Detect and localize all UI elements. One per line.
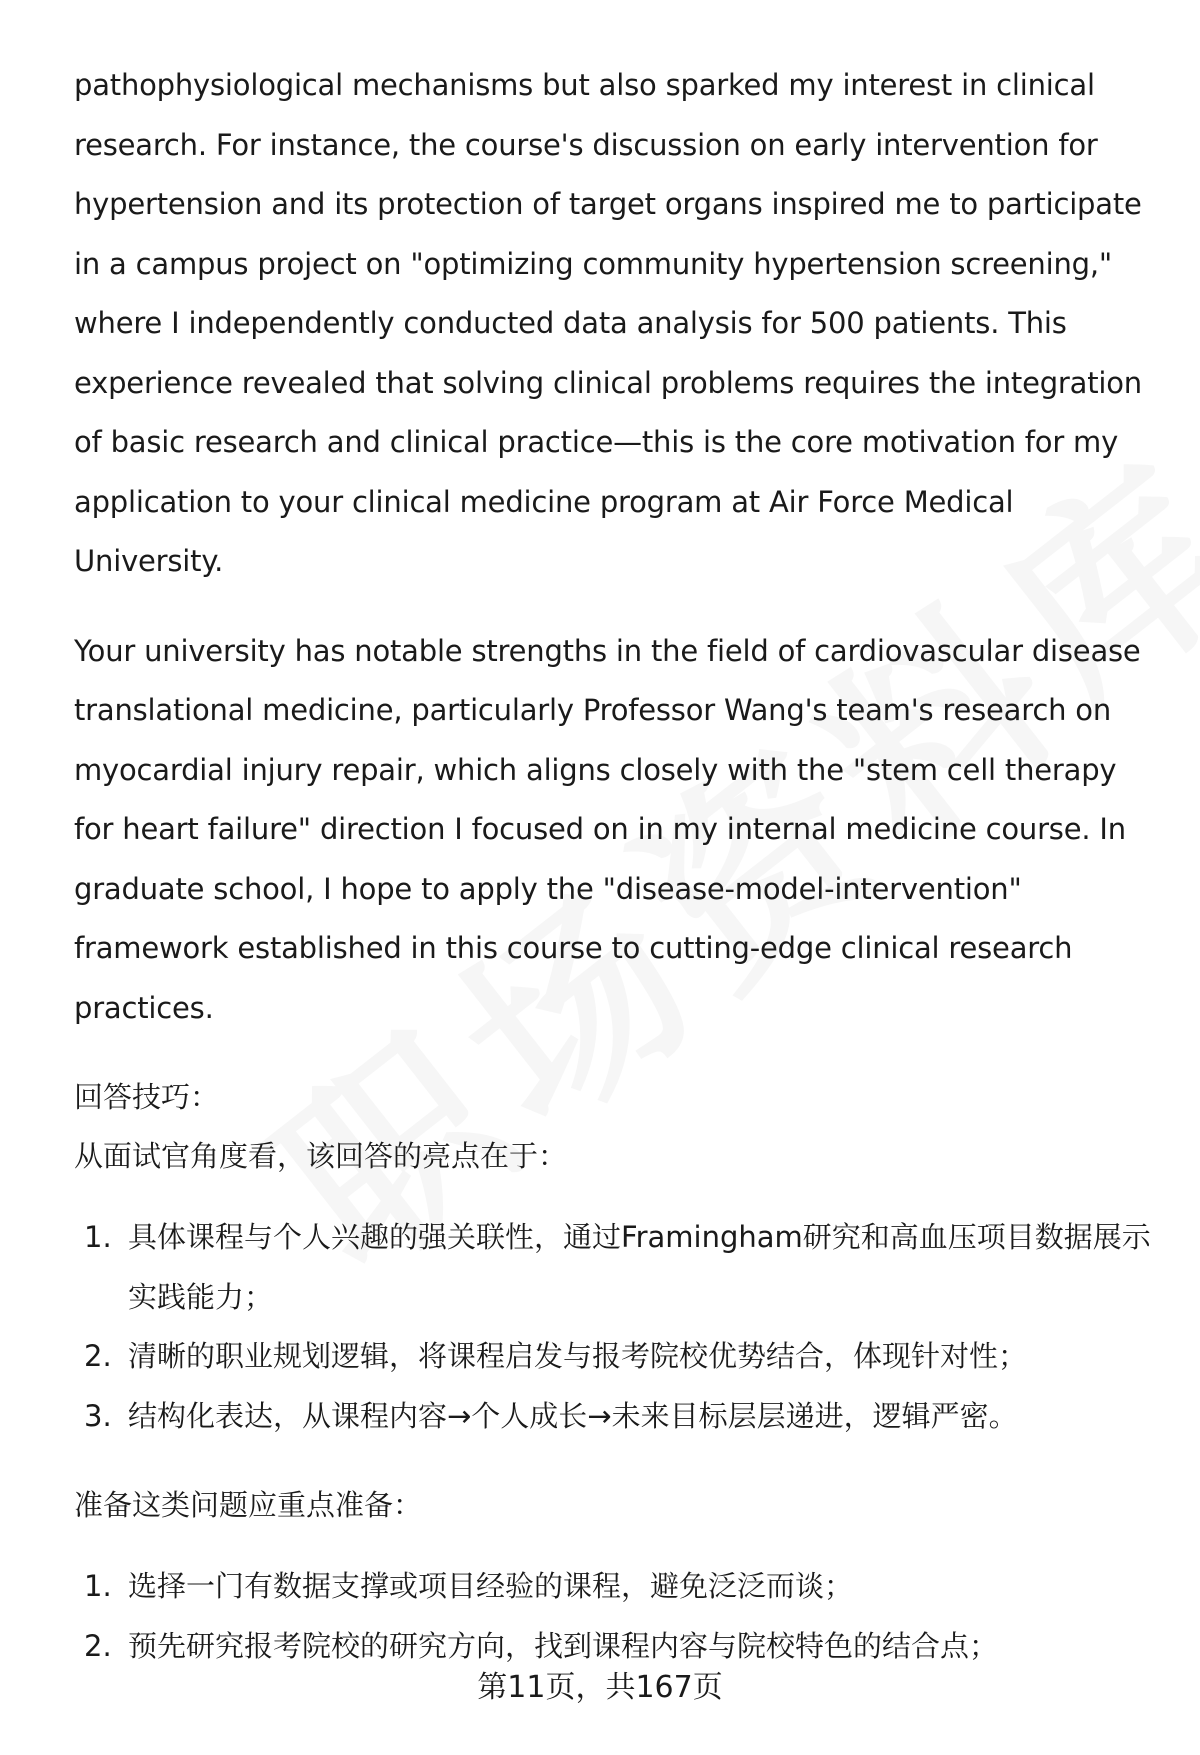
list-number: 1.	[84, 1220, 112, 1254]
body-paragraph-2: Your university has notable strengths in the field of cardiovascular disease translational medicine, particularly Professor Wang's team's research on myocardial injury repair, which aligns closely with the "stem cell therapy for heart failure" direction I focused on in my internal medicine course. In graduate school, I hope to apply the "disease-model-intervention" framework established in this course to cutting-edge clinical research practices.	[74, 633, 1141, 1025]
list-number: 1.	[84, 1569, 112, 1603]
tips-heading: 回答技巧：	[74, 1080, 220, 1114]
body-paragraph-1: pathophysiological mechanisms but also sparked my interest in clinical research. For instance, the course's discussion on early intervention for hypertension and its protection of target organs inspired me to participate in a campus project on "optimizing community hypertension screening," where I independently conducted data analysis for 500 patients. This experience revealed that solving clinical problems requires the integration of basic research and clinical practice—this is the core motivation for my application to your clinical medicine program at Air Force Medical University.	[74, 68, 1142, 578]
list-item	[74, 1327, 1154, 1387]
list-text: 清晰的职业规划逻辑，将课程启发与报考院校优势结合，体现针对性；	[128, 1339, 1028, 1373]
list-number: 2.	[84, 1628, 112, 1663]
list-item	[74, 1557, 1154, 1617]
page-content	[74, 56, 1154, 1676]
list-text: 结构化表达，从课程内容→个人成长→未来目标层层递进，逻辑严密。	[128, 1398, 1018, 1433]
list-item	[74, 1208, 1154, 1327]
list-item	[74, 1387, 1154, 1447]
list-text: 具体课程与个人兴趣的强关联性，通过Framingham研究和高血压项目数据展示实践能力；	[128, 1220, 1151, 1314]
prep-heading: 准备这类问题应重点准备：	[74, 1488, 423, 1522]
tips-intro: 从面试官角度看，该回答的亮点在于：	[74, 1139, 568, 1173]
list-number: 2.	[84, 1339, 112, 1373]
highlights-list	[74, 1208, 1154, 1446]
list-number: 3.	[84, 1398, 112, 1433]
list-text: 选择一门有数据支撑或项目经验的课程，避免泛泛而谈；	[128, 1569, 854, 1603]
list-text: 预先研究报考院校的研究方向，找到课程内容与院校特色的结合点；	[128, 1628, 999, 1663]
prep-list	[74, 1557, 1154, 1676]
page-footer: 第11页，共167页	[477, 1670, 723, 1705]
